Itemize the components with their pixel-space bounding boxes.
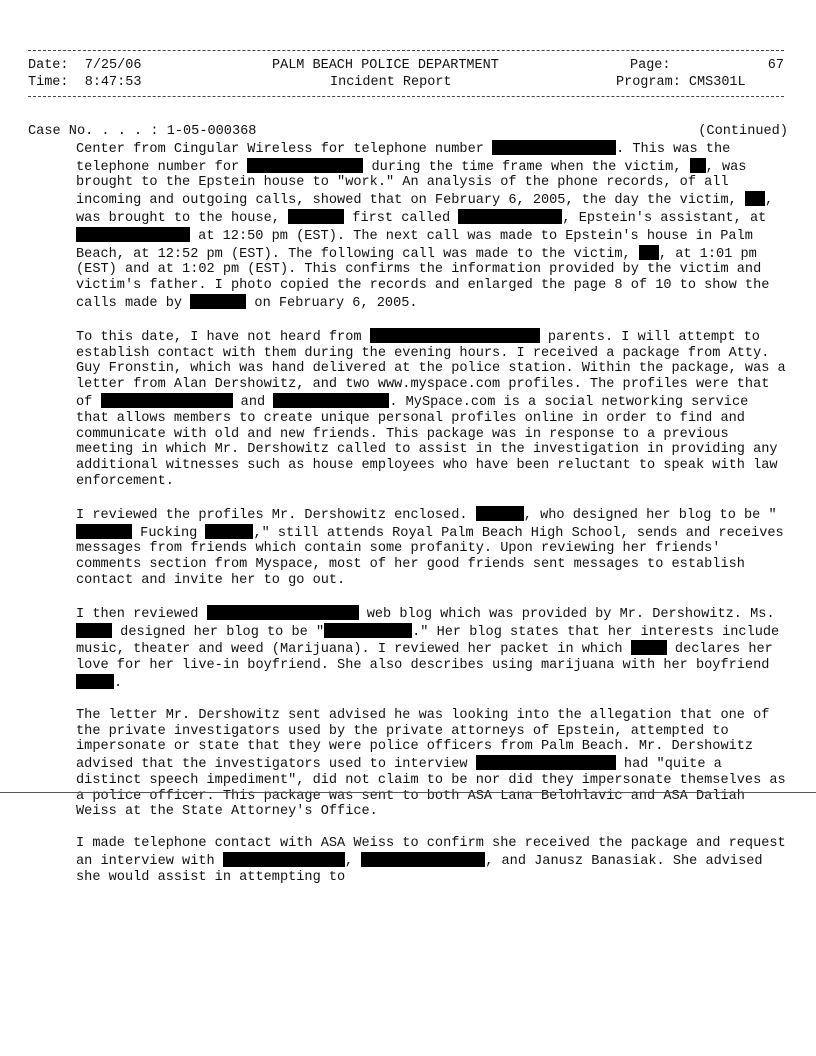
- header-bottom-rule: [28, 96, 784, 97]
- redaction: [101, 393, 233, 408]
- redaction: [288, 209, 344, 224]
- paragraph-asa-contact: I made telephone contact with ASA Weiss to confirm she received the package and request an interview with , , and Janusz Banasiak. She advised she would assist in attempting to: [76, 836, 786, 885]
- report-body: [28, 124, 788, 902]
- redaction: [76, 227, 190, 242]
- paragraph-letter: The letter Mr. Dershowitz sent advised he was looking into the allegation that one of the private investigators used by the private attorneys of Epstein, attempted to impersonate or state that they were police officers from Palm Beach. Mr. Dershowitz advised that the investigators used to interview had "quite a distinct speech impediment", did not claim to be nor did they impersonate themselves as a police officer. This package was sent to both ASA Lana Belohlavic and ASA Daliah Weiss at the State Attorney's Office.: [76, 707, 786, 820]
- redaction: [476, 506, 524, 521]
- redaction: [76, 524, 132, 539]
- redaction: [190, 294, 246, 309]
- redaction: [223, 852, 345, 867]
- department-title: PALM BEACH POLICE DEPARTMENT: [272, 58, 499, 73]
- redaction: [361, 852, 485, 867]
- scan-line-artifact: [0, 792, 816, 793]
- redaction: [639, 245, 659, 260]
- redaction: [205, 524, 253, 539]
- redaction: [745, 191, 765, 206]
- time-field: Time: 8:47:53: [28, 75, 142, 90]
- date-field: Date: 7/25/06: [28, 58, 142, 73]
- redaction: [207, 605, 359, 620]
- paragraph-blog: I then reviewed web blog which was provided by Mr. Dershowitz. Ms. designed her blog to be " ." Her blog states that her interests include music, theater and weed (Marijuana). I reviewed her packet in which declares her love for her live-in boyfriend. She also describes using marijuana with her boyfriend .: [76, 606, 780, 691]
- redaction: [324, 623, 412, 638]
- paragraph-package: To this date, I have not heard from parents. I will attempt to establish contact with them during the evening hours. I received a package from Atty. Guy Fronstin, which was hand delivered at the police station. Within the package, was a letter from Alan Dershowitz, and two www.myspace.com profiles. The profiles were that of and . MySpace.com is a social networking service that allows members to create unique personal profiles online in order to find and communicate with old and new friends. This package was in response to a previous meeting in which Mr. Dershowitz called to assist in the investigation in providing any additional witnesses such as house employees who have been reluctant to speak with law enforcement.: [76, 329, 786, 489]
- redaction: [631, 640, 667, 655]
- report-type-title: Incident Report: [330, 75, 452, 90]
- redaction: [76, 623, 112, 638]
- redaction: [370, 328, 540, 343]
- case-number: 1-05-000368: [166, 124, 257, 139]
- page-field: Page: 67: [630, 58, 784, 73]
- paragraph-profiles: I reviewed the profiles Mr. Dershowitz enclosed. , who designed her blog to be " Fucking ," still attends Royal Palm Beach High School, sends and receives messages from friends which contain some profanity. Upon reviewing her friends' comments section from Myspace, most of her good friends sent messages to establish contact and invite her to go out.: [76, 507, 784, 588]
- redaction: [247, 158, 363, 173]
- paragraph-phone-records: Center from Cingular Wireless for telephone number . This was the telephone number for during the time frame when the victim, , was brought to the Epstein house to "work." An analysis of the phone records, of all incoming and outgoing calls, showed that on February 6, 2005, the day the victim, , was brought to the house, first called , Epstein's assistant, at at 12:50 pm (EST). The next call was made to Epstein's house in Palm Beach, at 12:52 pm (EST). The following call was made to the victim, , at 1:01 pm (EST) and at 1:02 pm (EST). This confirms the information provided by the victim and victim's father. I photo copied the records and enlarged the page 8 of 10 to show the calls made by on February 6, 2005.: [76, 141, 774, 311]
- redaction: [273, 393, 389, 408]
- redaction: [458, 209, 562, 224]
- continued-label: (Continued): [698, 124, 788, 139]
- redaction: [476, 755, 616, 770]
- header-top-rule: [28, 50, 784, 51]
- redaction: [492, 140, 616, 155]
- case-number-line: Case No. . . . : 1-05-000368 (Continued): [28, 124, 788, 139]
- program-field: Program: CMS301L: [616, 75, 746, 90]
- redaction: [76, 674, 114, 689]
- redaction: [690, 158, 706, 173]
